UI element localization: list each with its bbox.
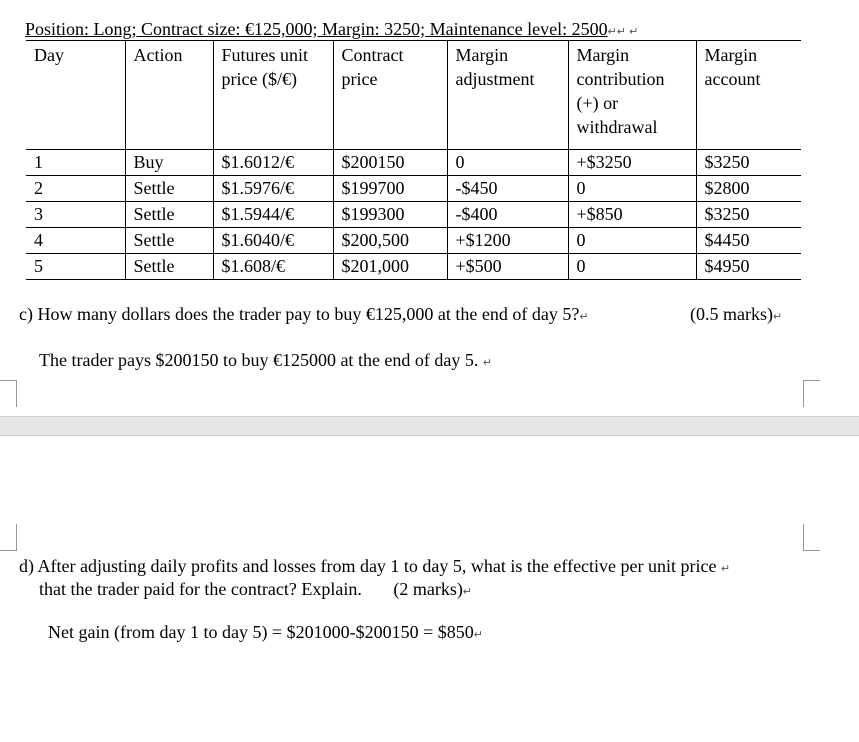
cell-futures-price: $1.608/€ (213, 254, 333, 280)
table-row (26, 254, 801, 280)
question-c-marks-text: (0.5 marks) (690, 304, 773, 324)
cell-margin-adjustment: 0 (447, 150, 568, 176)
cell-margin-account: $4450 (696, 228, 801, 254)
header-margin-contribution (568, 41, 696, 150)
cell-contract-price: $200,500 (333, 228, 447, 254)
header-day (26, 41, 125, 150)
answer-c (39, 350, 492, 371)
cell-futures-price: $1.5944/€ (213, 202, 333, 228)
cell-action: Settle (125, 228, 213, 254)
header-line: account (704, 69, 761, 89)
header-line: Day (34, 45, 64, 65)
question-d-line2-text: that the trader paid for the contract? Explain. (39, 579, 362, 599)
cell-margin-contribution: +$850 (568, 202, 696, 228)
page-corner-marker (0, 524, 17, 551)
table-row (26, 176, 801, 202)
header-margin-account (696, 41, 801, 150)
cell-futures-price: $1.5976/€ (213, 176, 333, 202)
header-line: contribution (576, 69, 665, 89)
header-line: Contract (341, 45, 404, 65)
cell-margin-contribution: 0 (568, 176, 696, 202)
cell-margin-contribution: 0 (568, 228, 696, 254)
header-line: Margin (455, 45, 509, 65)
paragraph-mark-icon: ↵ (772, 311, 783, 323)
cell-margin-adjustment: -$400 (447, 202, 568, 228)
futures-margin-table (26, 40, 801, 280)
header-futures-price (213, 41, 333, 150)
question-d-line2 (39, 579, 472, 600)
cell-day: 3 (26, 202, 125, 228)
table-row (26, 150, 801, 176)
cell-action: Settle (125, 254, 213, 280)
paragraph-mark-icon: ↵ (482, 357, 493, 369)
paragraph-mark-icon: ↵ (579, 311, 589, 323)
cell-action: Settle (125, 176, 213, 202)
header-line: Action (133, 45, 183, 65)
paragraph-mark-icon: ↵ (721, 563, 731, 575)
page-break-separator (0, 416, 859, 436)
cell-day: 1 (26, 150, 125, 176)
cell-margin-adjustment: -$450 (447, 176, 568, 202)
answer-c-text: The trader pays $200150 to buy €125000 at the end of day 5. (39, 350, 479, 370)
page-corner-marker (803, 380, 820, 407)
question-d-line1-text: d) After adjusting daily profits and losses from day 1 to day 5, what is the effective per unit price (19, 556, 717, 576)
cell-action: Settle (125, 202, 213, 228)
position-text: Position: Long; Contract size: €125,000; Margin: 3250; Maintenance level: 2500 (25, 19, 608, 39)
answer-d-text: Net gain (from day 1 to day 5) = $201000-$200150 = $850 (48, 622, 474, 642)
header-line: adjustment (455, 69, 535, 89)
question-d-marks: (2 marks) (393, 579, 463, 599)
header-line: price ($/€) (221, 69, 297, 89)
question-c-text: c) How many dollars does the trader pay to buy €125,000 at the end of day 5? (19, 304, 580, 324)
question-c-marks (690, 304, 782, 325)
table-row (26, 202, 801, 228)
cell-margin-account: $2800 (696, 176, 801, 202)
header-line: (+) or (576, 93, 619, 113)
page-corner-marker (803, 524, 820, 551)
header-contract-price (333, 41, 447, 150)
paragraph-mark-icon: ↵↵ ↵ (607, 26, 639, 38)
cell-margin-adjustment: +$500 (447, 254, 568, 280)
cell-margin-account: $4950 (696, 254, 801, 280)
cell-margin-account: $3250 (696, 150, 801, 176)
cell-futures-price: $1.6040/€ (213, 228, 333, 254)
cell-day: 2 (26, 176, 125, 202)
cell-contract-price: $199300 (333, 202, 447, 228)
cell-contract-price: $201,000 (333, 254, 447, 280)
header-line: Margin (704, 45, 758, 65)
header-line: price (341, 69, 378, 89)
header-margin-adjustment (447, 41, 568, 150)
header-line: Futures unit (221, 45, 309, 65)
table-row (26, 228, 801, 254)
question-c (19, 304, 589, 325)
cell-margin-adjustment: +$1200 (447, 228, 568, 254)
header-line: withdrawal (576, 117, 658, 137)
page-corner-marker (0, 380, 17, 407)
header-action (125, 41, 213, 150)
cell-action: Buy (125, 150, 213, 176)
paragraph-mark-icon: ↵ (462, 586, 473, 598)
header-line: Margin (576, 45, 630, 65)
cell-margin-contribution: 0 (568, 254, 696, 280)
cell-futures-price: $1.6012/€ (213, 150, 333, 176)
position-line (25, 19, 638, 40)
cell-contract-price: $199700 (333, 176, 447, 202)
answer-d (48, 622, 483, 643)
table-header-row (26, 41, 801, 150)
cell-margin-account: $3250 (696, 202, 801, 228)
cell-day: 4 (26, 228, 125, 254)
cell-margin-contribution: +$3250 (568, 150, 696, 176)
cell-day: 5 (26, 254, 125, 280)
cell-contract-price: $200150 (333, 150, 447, 176)
question-d-line1 (19, 556, 730, 577)
paragraph-mark-icon: ↵ (473, 629, 483, 641)
